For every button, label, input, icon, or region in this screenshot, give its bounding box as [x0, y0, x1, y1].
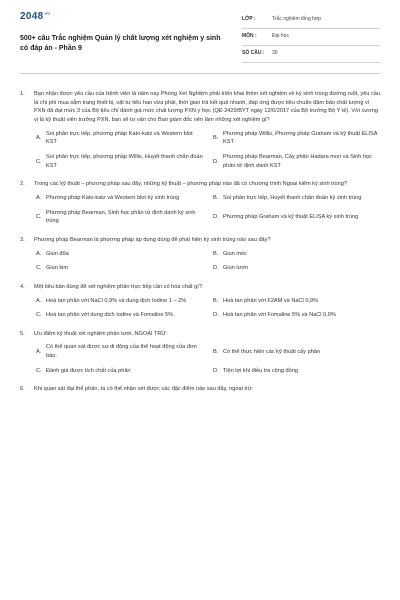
meta-label: LỚP :	[242, 16, 256, 23]
meta-row-count	[242, 46, 380, 63]
option-letter: B.	[213, 349, 219, 356]
answer-option-b[interactable]	[213, 194, 380, 203]
option-text: Soi phân trực tiếp, Huyết thanh chẩn đoán ký sinh trùng	[223, 194, 362, 201]
option-letter: C.	[36, 214, 42, 221]
option-letter: A.	[36, 297, 42, 304]
option-text: Phương pháp Graham và kỹ thuật ELISA ký sinh trùng	[223, 213, 359, 220]
option-text: Tiện lợi khi điều tra cộng đồng	[223, 367, 298, 374]
question-body	[34, 236, 380, 273]
answer-option-c[interactable]	[36, 311, 203, 320]
answer-option-c[interactable]	[36, 209, 203, 226]
meta-value: Trắc nghiệm tổng hợp	[272, 16, 321, 23]
document-title: 500+ câu Trắc nghiệm Quản lý chất lượng xét nghiệm y sinh có đáp án - Phần 9	[20, 34, 221, 52]
question-list	[20, 90, 380, 399]
answer-option-a[interactable]	[36, 130, 203, 147]
option-letter: C.	[36, 312, 42, 319]
answer-option-b[interactable]	[213, 250, 380, 259]
question-text: Phương pháp Bearman là phương pháp áp dụng dùng để phát hiện ký sinh trùng nào sau đây?	[34, 236, 271, 243]
answer-option-c[interactable]	[36, 153, 203, 170]
option-letter: C.	[36, 265, 42, 272]
answer-option-d[interactable]	[213, 367, 380, 376]
answer-options	[34, 130, 380, 171]
answer-option-a[interactable]	[36, 250, 203, 259]
answer-option-a[interactable]	[36, 343, 203, 360]
meta-label: MÔN :	[242, 33, 257, 40]
option-text: Hoà tan phân với dung dịch Iodine và Fomaline 5%	[46, 312, 174, 319]
option-text: Giun đũa	[46, 250, 69, 257]
answer-options	[34, 250, 380, 273]
option-text: Soi phân trực tiếp, phương pháp Willis, Huyết thanh chẩn đoán KST	[46, 153, 203, 169]
option-text: Phương pháp Bearman, Sinh học phân tử định danh ký sinh trùng	[46, 209, 196, 225]
question-text: Bạn nhận được yêu cầu của bệnh viện là năm nay Phòng Xét Nghiệm phải triển khai thêm xét nghiệm về ký sinh trùng đường ruột, yêu cầu là chi phí mua sắm trang thiết bị, vật tư tiêu hao vừa phải, thời gian trả kết quả nhanh, đáp ứng được tiêu chuẩn đảm bảo chất lượng vì PXN đã đạt mức 3 của Bộ tiêu chí đánh giá mức chất lượng PXN y học (QĐ 2429/BYT ngày 12/6/2017 của Bộ trưởng Bộ Y tế). Với cương vị là kỹ thuật viên trưởng PXN, bạn sẽ tư vấn cho Ban giám đốc nên làm những xét nghiệm gì?	[34, 91, 380, 123]
answer-option-a[interactable]	[36, 194, 203, 203]
option-letter: D.	[213, 214, 219, 221]
site-logo[interactable]	[20, 10, 230, 25]
question-text: Khi quan sát đại thể phân, ta có thể nhận xét được các đặc điểm nào sau đây, ngoại trừ:	[34, 386, 254, 393]
question-number: 5.	[20, 330, 25, 337]
answer-options	[34, 343, 380, 375]
question-item-partial	[20, 385, 380, 399]
option-letter: A.	[36, 349, 42, 356]
option-text: Hoà tan phân với NaCl 0,9% và dung dịch Iodine 1 – 2%	[46, 297, 187, 304]
answer-option-d[interactable]	[213, 209, 380, 226]
question-item	[20, 330, 380, 376]
logo-sub-text: .vn	[43, 10, 51, 16]
question-number: 6.	[20, 386, 25, 393]
question-number: 2.	[20, 181, 25, 188]
option-letter: B.	[213, 195, 219, 202]
option-letter: B.	[213, 250, 219, 257]
question-text: Ưu điểm kỹ thuật xét nghiệm phân tươi, NGOẠI TRỪ:	[34, 330, 168, 337]
meta-label: SỐ CÂU :	[242, 50, 265, 57]
answer-option-b[interactable]	[213, 297, 380, 306]
option-text: Hoà tan phân với Fomaline 5% và NaCl 0,9%	[223, 312, 336, 319]
option-letter: D.	[213, 265, 219, 272]
question-body	[34, 283, 380, 320]
answer-options	[34, 194, 380, 226]
answer-option-a[interactable]	[36, 297, 203, 306]
question-number: 3.	[20, 236, 25, 243]
question-body	[34, 180, 380, 226]
option-letter: D.	[213, 312, 219, 319]
option-letter: B.	[213, 135, 219, 142]
header-left	[20, 10, 230, 54]
option-text: Phương pháp Kato-katz và Western blot ký sinh trùng	[46, 194, 180, 201]
question-item	[20, 90, 380, 170]
answer-option-d[interactable]	[213, 153, 380, 170]
option-text: Đánh giá được tích chất của phân	[46, 367, 131, 374]
option-text: Phương pháp Bearman, Cấy phân Hadara mori và Sinh học phân tử định danh KST	[223, 153, 372, 169]
option-text: Có thể thực hiện các kỹ thuật cấy phân	[223, 348, 321, 355]
question-number: 1.	[20, 91, 25, 97]
document-meta-table	[242, 12, 380, 63]
logo-main-text: 2048	[20, 11, 44, 22]
option-letter: D.	[213, 158, 219, 165]
meta-value: Đại học	[272, 33, 289, 40]
question-number: 4.	[20, 283, 25, 290]
answer-option-c[interactable]	[36, 264, 203, 273]
option-text: Giun kim	[46, 265, 69, 272]
option-text: Phương pháp Willis, Phương pháp Graham và kỹ thuật ELISA KST	[223, 130, 378, 146]
option-letter: A.	[36, 250, 42, 257]
question-item	[20, 283, 380, 320]
option-letter: B.	[213, 297, 219, 304]
answer-options	[34, 297, 380, 320]
document-header	[20, 10, 380, 63]
question-body	[34, 90, 380, 170]
option-letter: A.	[36, 195, 42, 202]
option-letter: A.	[36, 135, 42, 142]
option-text: Giun lươn	[223, 265, 249, 272]
question-text: Một tiêu bản dùng để xét nghiệm phân trực tiếp cần có hóa chất gì?	[34, 283, 202, 290]
option-text: Giun móc	[223, 250, 247, 257]
option-letter: D.	[213, 368, 219, 375]
answer-option-d[interactable]	[213, 264, 380, 273]
meta-row-subject	[242, 29, 380, 46]
option-text: Soi phân trực tiếp, phương pháp Kato-katz và Western blot KST	[46, 130, 193, 146]
option-letter: C.	[36, 158, 42, 165]
question-text: Trong các kỹ thuật – phương pháp sau đây, những kỹ thuật – phương pháp nào đã có chương trình Ngoại kiểm ký sinh trùng?	[34, 181, 348, 188]
answer-option-b[interactable]	[213, 343, 380, 360]
answer-option-b[interactable]	[213, 130, 380, 147]
question-item	[20, 180, 380, 226]
answer-option-c[interactable]	[36, 367, 203, 376]
option-text: Có thể quan sát được sự di động của thể hoạt động của đơn bào.	[46, 344, 197, 360]
meta-row-class	[242, 12, 380, 29]
option-letter: C.	[36, 368, 42, 375]
header-divider	[20, 73, 380, 74]
meta-value: 30	[272, 50, 278, 57]
question-item	[20, 236, 380, 273]
question-body	[34, 330, 380, 376]
option-text: Hoà tan phân với F2AM và NaCl 0,9%	[223, 297, 319, 304]
answer-option-d[interactable]	[213, 311, 380, 320]
